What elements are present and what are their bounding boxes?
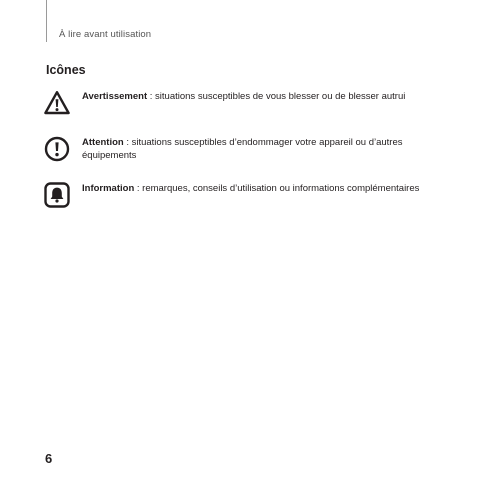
entry-text <box>82 136 427 162</box>
entry-term: Attention <box>82 137 124 148</box>
entry-term: Information <box>82 183 135 194</box>
entry-description: : remarques, conseils d’utilisation ou informations complémentaires <box>134 183 420 194</box>
header-rule <box>46 0 47 42</box>
entry-description: : situations susceptibles de vous blesser ou de blesser autrui <box>147 91 406 102</box>
entry-text <box>82 90 427 103</box>
caution-circle-icon <box>44 136 70 162</box>
warning-triangle-icon <box>44 90 70 116</box>
information-bell-icon <box>44 182 70 208</box>
running-header: À lire avant utilisation <box>59 29 152 40</box>
entry-description: : situations susceptibles d’endommager votre appareil ou d’autres équipements <box>82 137 403 161</box>
section-title: Icônes <box>46 63 86 77</box>
entry-term: Avertissement <box>82 91 148 102</box>
page-number: 6 <box>45 451 53 466</box>
entry-text <box>82 182 427 195</box>
